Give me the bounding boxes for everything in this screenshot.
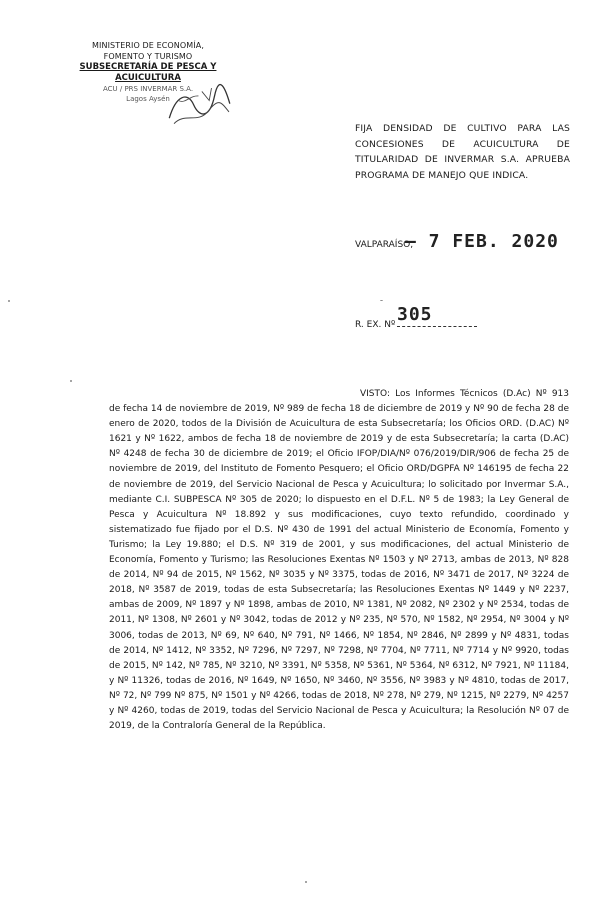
scan-speck (380, 300, 383, 301)
ministry-line-2: FOMENTO Y TURISMO (103, 52, 193, 61)
scan-speck (305, 881, 307, 883)
resolution-number-line (355, 304, 477, 330)
subsecretaria-line: SUBSECRETARÍA DE PESCA Y ACUICULTURA (79, 62, 217, 83)
signature-stamp-icon (161, 79, 237, 134)
ministry-line: MINISTERIO DE ECONOMÍA, (92, 41, 204, 50)
rex-number: 305 (397, 304, 433, 325)
reference-line: ACU / PRS INVERMAR S.A. (102, 85, 194, 93)
resolution-subject: FIJA DENSIDAD DE CULTIVO PARA LAS CONCESIONES DE ACUICULTURA DE TITULARIDAD DE INVERMAR S.A. APRUEBA PROGRAMA DE MANEJO QUE INDICA. (355, 123, 570, 181)
place-label: VALPARAÍSO, (355, 240, 414, 250)
scan-speck (8, 300, 10, 302)
location-line: Lagos Aysén (126, 95, 170, 103)
visto-section (109, 387, 569, 734)
date-stamp: – 7 FEB. 2020 (405, 231, 559, 252)
rex-label: R. EX. Nº (355, 320, 396, 330)
scan-speck (70, 380, 72, 382)
visto-paragraph: VISTO: Los Informes Técnicos (D.Ac) Nº 913 de fecha 14 de noviembre de 2019, Nº 989 de fecha 18 de diciembre de 2019 y Nº 90 de fecha 28 de enero de 2020, todos de la División de Acuicultura de esta Subsecretaría; los Oficios ORD. (D.AC) Nº 1621 y Nº 1622, ambos de fecha 18 de noviembre de 2019 y de esta Subsecretaría; la carta (D.AC) Nº 4248 de fecha 30 de diciembre de 2019; el Oficio IFOP/DIA/Nº 076/2019/DIR/906 de fecha 25 de noviembre de 2019, del Instituto de Fomento Pesquero; el Oficio ORD/DGPFA Nº 146195 de fecha 22 de noviembre de 2019, del Servicio Nacional de Pesca y Acuicultura; lo solicitado por Invermar S.A., mediante C.I. SUBPESCA Nº 305 de 2020; lo dispuesto en el D.F.L. Nº 5 de 1983; la Ley General de Pesca y Acuicultura Nº 18.892 y sus modificaciones, cuyo texto refundido, coordinado y sistematizado fue fijado por el D.S. Nº 430 de 1991 del actual Ministerio de Economía, Fomento y Turismo; la Ley 19.880; el D.S. Nº 319 de 2001, y sus modificaciones, del actual Ministerio de Economía, Fomento y Turismo; las Resoluciones Exentas Nº 1503 y Nº 2713, ambas de 2013, Nº 828 de 2014, Nº 94 de 2015, Nº 1562, Nº 3035 y Nº 3375, todas de 2016, Nº 3471 de 2017, Nº 3224 de 2018, Nº 3587 de 2019, todas de esta Subsecretaría; las Resoluciones Exentas Nº 1449 y Nº 2237, ambas de 2009, Nº 1897 y Nº 1898, ambas de 2010, Nº 1381, Nº 2082, Nº 2302 y Nº 2534, todas de 2011, Nº 1308, Nº 2601 y Nº 3042, todas de 2012 y Nº 235, Nº 570, Nº 1582, Nº 2954, Nº 3004 y Nº 3006, todas de 2013, Nº 69, Nº 640, Nº 791, Nº 1466, Nº 1854, Nº 2846, Nº 2899 y Nº 4831, todas de 2014, Nº 1412, Nº 3352, Nº 7296, Nº 7297, Nº 7298, Nº 7704, Nº 7711, Nº 7714 y Nº 9920, todas de 2015, Nº 142, Nº 785, Nº 3210, Nº 3391, Nº 5358, Nº 5361, Nº 5364, Nº 6312, Nº 7921, Nº 11184, y Nº 11326, todas de 2016, Nº 1649, Nº 1650, Nº 3460, Nº 3556, Nº 3983 y Nº 4810, todas de 2017, Nº 72, Nº 799 Nº 875, Nº 1501 y Nº 4266, todas de 2018, Nº 278, Nº 279, Nº 1215, Nº 2279, Nº 4257 y Nº 4260, todas de 2019, todas del Servicio Nacional de Pesca y Acuicultura; la Resolución Nº 07 de 2019, de la Contraloría General de la República. (109, 389, 569, 732)
date-line (355, 231, 559, 252)
